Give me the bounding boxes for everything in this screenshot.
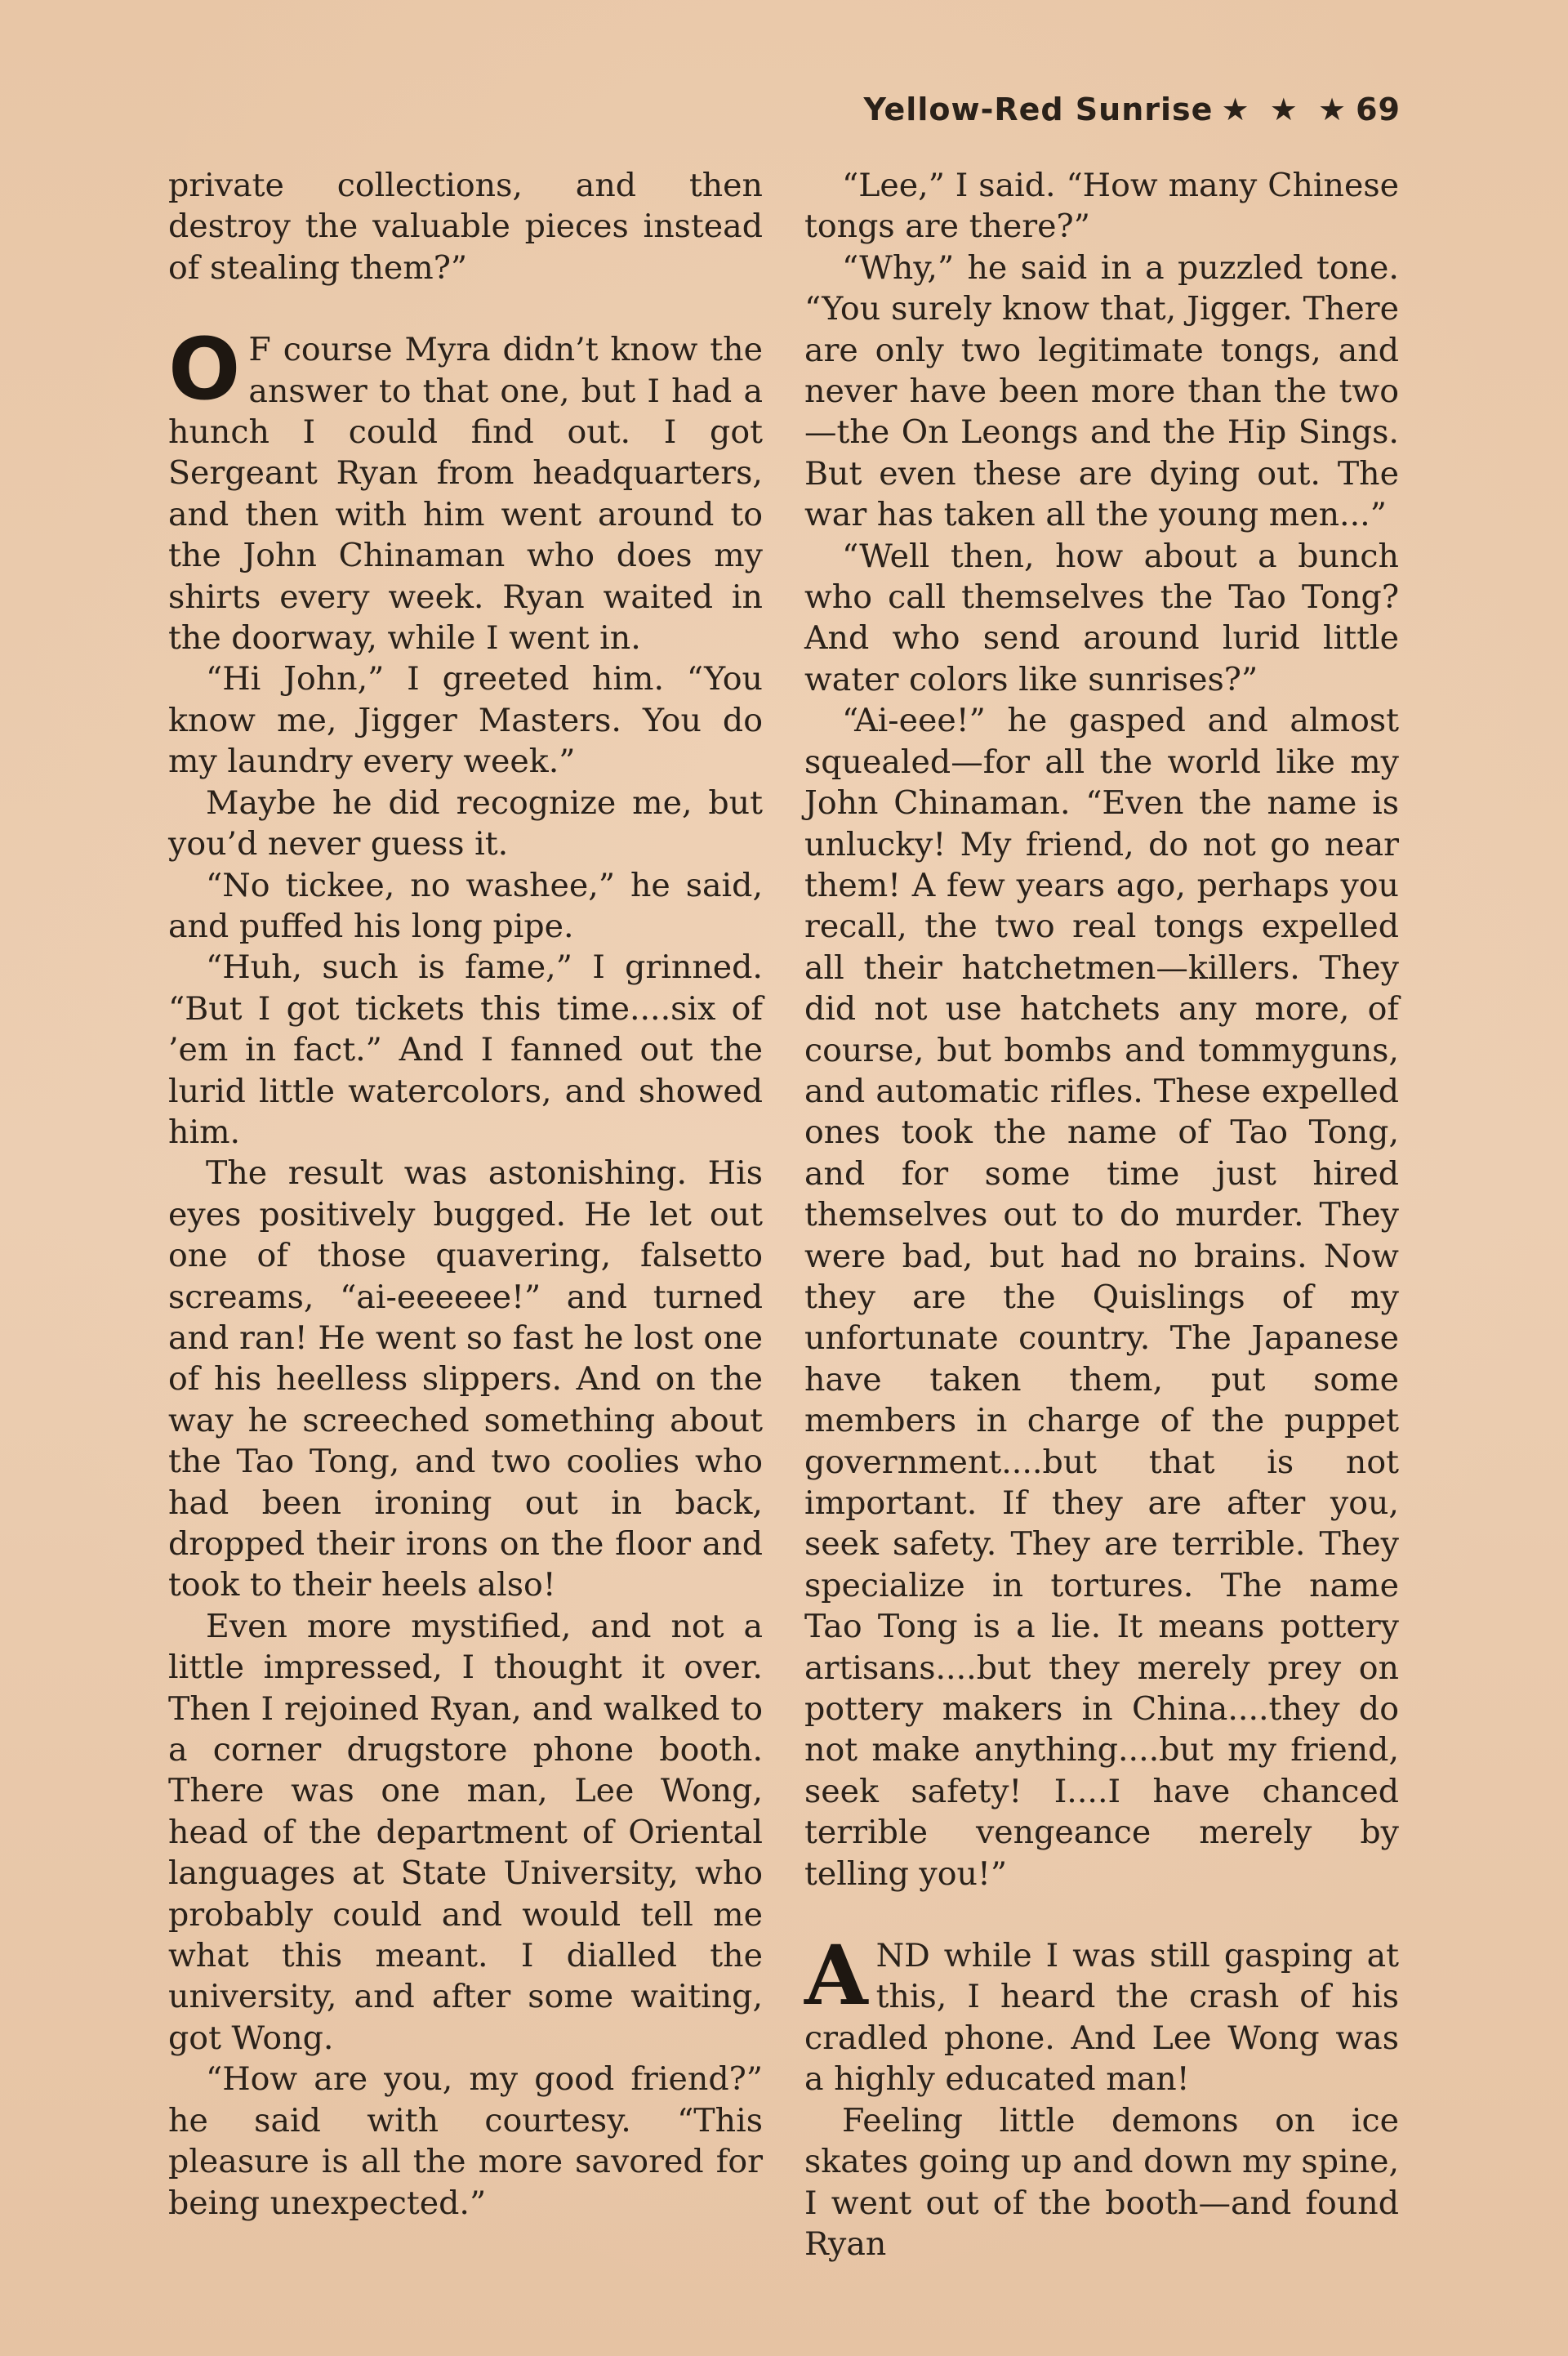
paragraph: “Hi John,” I greeted him. “You know me, Jigger Masters. You do my laundry every week.” [168,660,763,781]
right-column [804,165,1399,2265]
drop-cap: A [804,1927,868,2024]
paragraph-dropcap [168,319,763,658]
paragraph-text: F course Myra didn’t know the answer to that one, but I had a hunch I could find out. I got Sergeant Ryan from headquarters, and then with him went around to the John Chinaman who does my shirts every week. Ryan waited in the doorway, while I went in. [168,331,763,658]
drop-cap: O [168,319,241,420]
paragraph: “No tickee, no washee,” he said, and puffed his long pipe. [168,866,763,945]
paragraph-dropcap [804,1927,1399,2100]
paragraph: Feeling little demons on ice skates going up and down my spine, I went out of the booth—and found Ryan [804,2101,1399,2263]
paragraph: Maybe he did recognize me, but you’d never guess it. [168,783,763,863]
left-column [168,165,763,2224]
paragraph: private collections, and then destroy the valuable pieces instead of stealing them?” [168,167,763,287]
paragraph: The result was astonishing. His eyes positively bugged. He let out one of those quavering, falsetto screams, “ai-eeeeee!” and turned and ran! He went so fast he lost one of his heelless slippers. And on the way he screeched something about the Tao Tong, and two coolies who had been ironing out in back, dropped their irons on the floor and took to their heels also! [168,1154,763,1604]
paragraph: “Why,” he said in a puzzled tone. “You surely know that, Jigger. There are only two legitimate tongs, and never have been more than the two —the On Leongs and the Hip Sings. But even these are dying out. The war has taken all the young men...” [804,248,1399,534]
paragraph: “Well then, how about a bunch who call themselves the Tao Tong? And who send around lurid little water colors like sunrises?” [804,537,1399,698]
running-head [864,91,1401,127]
paragraph: Even more mystified, and not a little impressed, I thought it over. Then I rejoined Ryan, and walked to a corner drugstore phone booth. There was one man, Lee Wong, head of the department of Oriental languages at State University, who probably could and would tell me what this meant. I dialled the university, and after some waiting, got Wong. [168,1607,763,2057]
star-ornaments: ★ ★ ★ [1221,91,1352,127]
story-title: Yellow-Red Sunrise [863,91,1214,127]
paragraph: “Huh, such is fame,” I grinned. “But I got tickets this time....six of ’em in fact.” And I fanned out the lurid little watercolors, and showed him. [168,948,763,1151]
paragraph: “Lee,” I said. “How many Chinese tongs are there?” [804,167,1399,246]
paragraph: “How are you, my good friend?” he said with courtesy. “This pleasure is all the more savored for being unexpected.” [168,2060,763,2222]
page-number: 69 [1356,91,1401,127]
paragraph: “Ai-eee!” he gasped and almost squealed—for all the world like my John Chinaman. “Even the name is unlucky! My friend, do not go near them! A few years ago, perhaps you recall, the two real tongs expelled all their hatchetmen—killers. They did not use hatchets any more, of course, but bombs and tommyguns, and automatic rifles. These expelled ones took the name of Tao Tong, and for some time just hired themselves out to do murder. They were bad, but had no brains. Now they are the Quislings of my unfortunate country. The Japanese have taken them, put some members in charge of the puppet government....but that is not important. If they are after you, seek safety. They are terrible. They specialize in tortures. The name Tao Tong is a lie. It means pottery artisans....but they merely prey on pottery makers in China....they do not make anything....but my friend, seek safety! I....I have chanced terrible vengeance merely by telling you!” [804,702,1399,1893]
paragraph-text: ND while I was still gasping at this, I heard the crash of his cradled phone. And Lee Wong was a highly educated man! [804,1937,1399,2099]
